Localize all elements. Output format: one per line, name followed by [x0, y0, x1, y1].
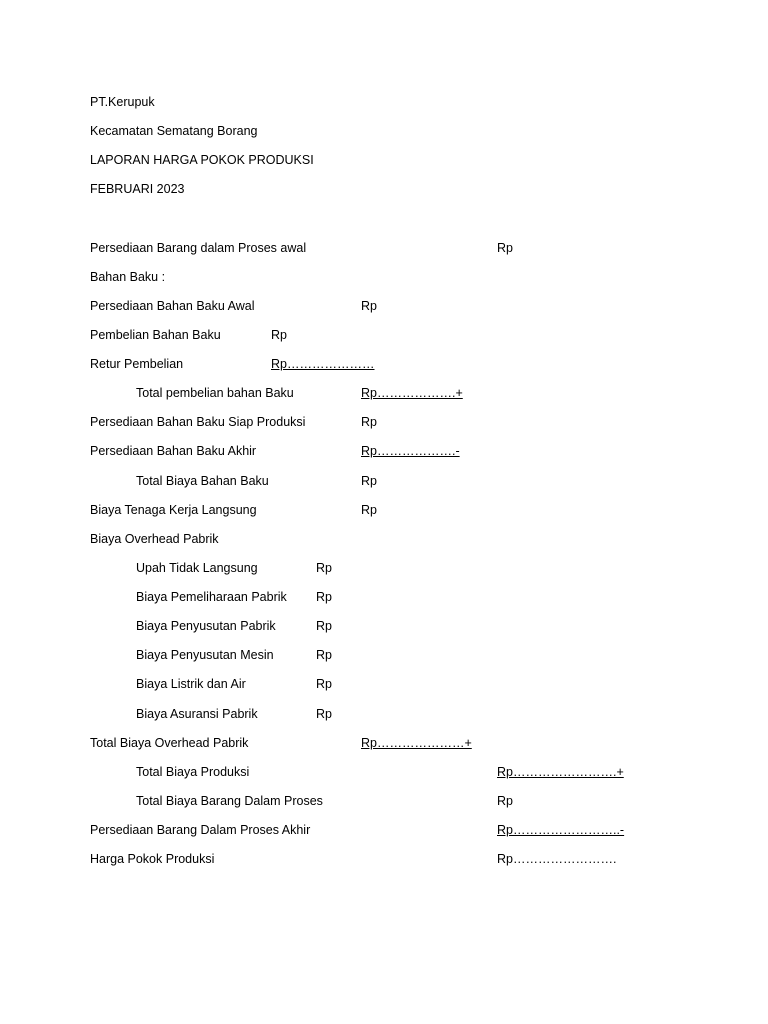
- district-name: Kecamatan Sematang Borang: [90, 124, 258, 138]
- machine-depreciation-amount: Rp: [316, 648, 332, 662]
- company-name: PT.Kerupuk: [90, 95, 155, 109]
- factory-insurance-label: Biaya Asuransi Pabrik: [136, 707, 258, 721]
- wip-end-label: Persediaan Barang Dalam Proses Akhir: [90, 823, 311, 837]
- total-production-cost-amount: Rp…………………….+: [497, 765, 624, 779]
- raw-available-amount: Rp: [361, 415, 377, 429]
- factory-depreciation-label: Biaya Penyusutan Pabrik: [136, 619, 276, 633]
- report-title: LAPORAN HARGA POKOK PRODUKSI: [90, 153, 314, 167]
- total-raw-cost-label: Total Biaya Bahan Baku: [136, 474, 269, 488]
- direct-labor-label: Biaya Tenaga Kerja Langsung: [90, 503, 257, 517]
- wip-begin-amount: Rp: [497, 241, 513, 255]
- direct-labor-amount: Rp: [361, 503, 377, 517]
- total-purchases-label: Total pembelian bahan Baku: [136, 386, 294, 400]
- purchase-returns-label: Retur Pembelian: [90, 357, 184, 371]
- total-purchases-amount: Rp……………….+: [361, 386, 463, 400]
- raw-begin-label: Persediaan Bahan Baku Awal: [90, 299, 255, 313]
- indirect-wages-label: Upah Tidak Langsung: [136, 561, 258, 575]
- purchases-label: Pembelian Bahan Baku: [90, 328, 221, 342]
- raw-available-label: Persediaan Bahan Baku Siap Produksi: [90, 415, 306, 429]
- wip-end-amount: Rp……………………..-: [497, 823, 625, 837]
- purchases-amount: Rp: [271, 328, 287, 342]
- indirect-wages-amount: Rp: [316, 561, 332, 575]
- factory-maintenance-amount: Rp: [316, 590, 332, 604]
- overhead-heading: Biaya Overhead Pabrik: [90, 532, 219, 546]
- factory-insurance-amount: Rp: [316, 707, 332, 721]
- total-overhead-label: Total Biaya Overhead Pabrik: [90, 736, 249, 750]
- cogm-label: Harga Pokok Produksi: [90, 852, 215, 866]
- total-wip-cost-amount: Rp: [497, 794, 513, 808]
- cogm-amount: Rp…………………….: [497, 852, 617, 866]
- utilities-amount: Rp: [316, 677, 332, 691]
- utilities-label: Biaya Listrik dan Air: [136, 677, 246, 691]
- raw-end-amount: Rp……………….-: [361, 444, 460, 458]
- factory-depreciation-amount: Rp: [316, 619, 332, 633]
- factory-maintenance-label: Biaya Pemeliharaan Pabrik: [136, 590, 287, 604]
- machine-depreciation-label: Biaya Penyusutan Mesin: [136, 648, 274, 662]
- total-production-cost-label: Total Biaya Produksi: [136, 765, 250, 779]
- total-raw-cost-amount: Rp: [361, 474, 377, 488]
- purchase-returns-amount: Rp…………………: [271, 357, 375, 371]
- wip-begin-label: Persediaan Barang dalam Proses awal: [90, 241, 307, 255]
- raw-begin-amount: Rp: [361, 299, 377, 313]
- total-overhead-amount: Rp…………………+: [361, 736, 472, 750]
- raw-material-heading: Bahan Baku :: [90, 270, 166, 284]
- report-period: FEBRUARI 2023: [90, 182, 185, 196]
- raw-end-label: Persediaan Bahan Baku Akhir: [90, 444, 257, 458]
- total-wip-cost-label: Total Biaya Barang Dalam Proses: [136, 794, 323, 808]
